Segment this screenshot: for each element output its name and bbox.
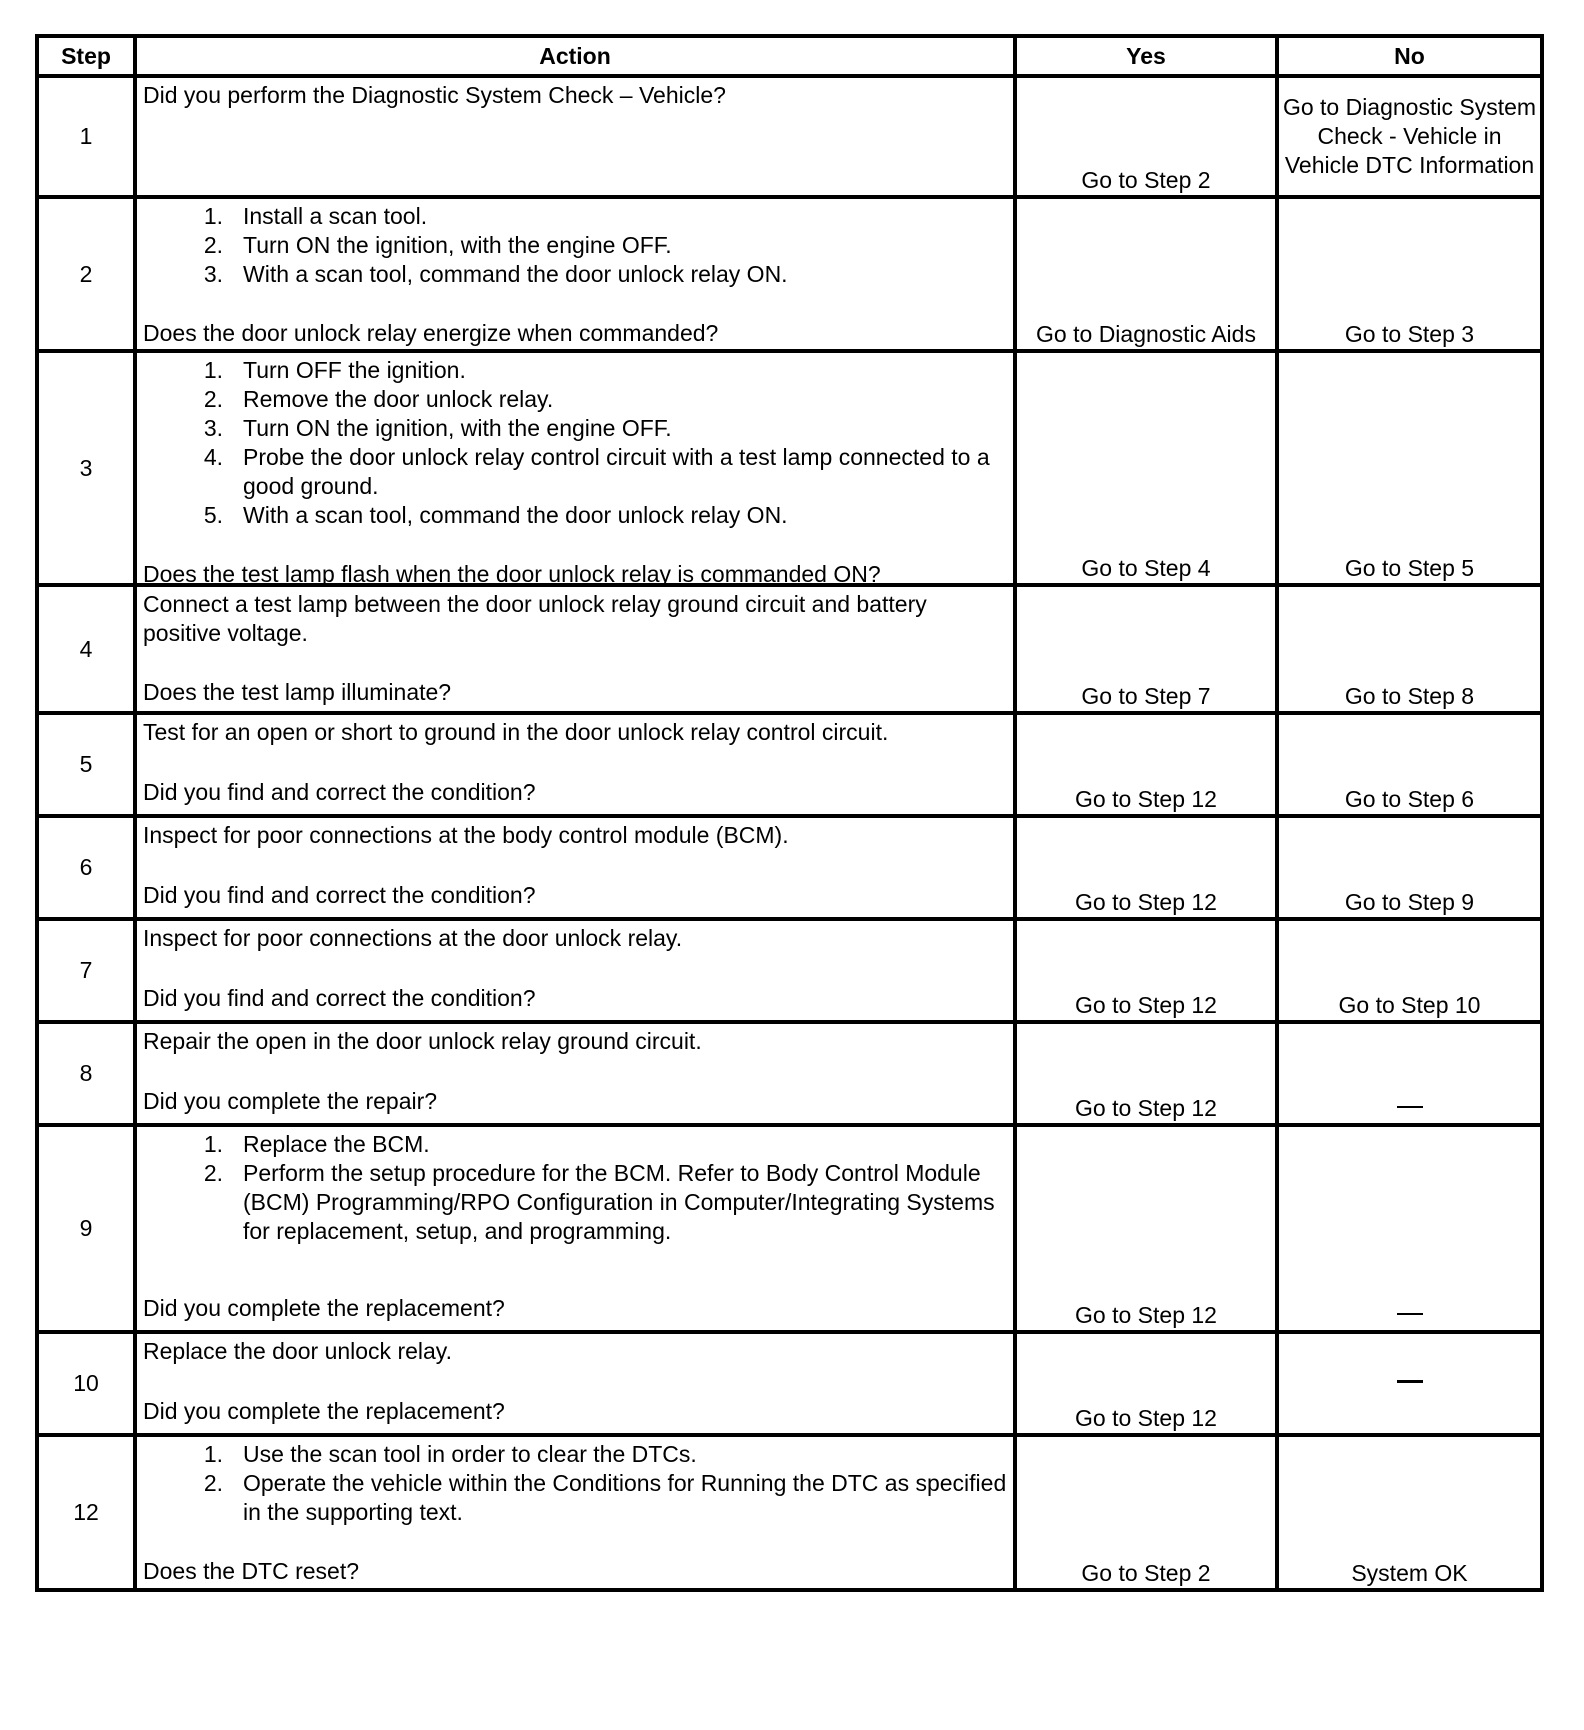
- action-step-item: [143, 260, 1007, 289]
- no-result-text: [1423, 1301, 1424, 1302]
- diagnostic-table: [35, 34, 1544, 1592]
- yes-result: Go to Step 12: [1015, 1125, 1277, 1332]
- table-row: [37, 1332, 1542, 1435]
- action-text: Inspect for poor connections at the door unlock relay.: [143, 925, 683, 951]
- action-step-number: 1.: [203, 203, 223, 229]
- action-step-text: Probe the door unlock relay control circuit with a test lamp connected to a good ground.: [243, 444, 990, 499]
- step-number: 2: [37, 197, 135, 351]
- step-number: 7: [37, 919, 135, 1022]
- no-result-text: [1423, 1369, 1424, 1370]
- action-question: Did you complete the repair?: [143, 1088, 438, 1114]
- action-text: Repair the open in the door unlock relay ground circuit.: [143, 1028, 702, 1054]
- table-body: [37, 76, 1542, 1590]
- action-step-text: Turn ON the ignition, with the engine OFF.: [243, 415, 672, 441]
- no-result: System OK: [1277, 1435, 1542, 1590]
- action-cell: [135, 713, 1015, 816]
- action-text: Connect a test lamp between the door unlock relay ground circuit and battery positive voltage.: [143, 591, 927, 646]
- action-step-text: With a scan tool, command the door unlock relay ON.: [243, 261, 788, 287]
- dash-mark: [1397, 1106, 1423, 1108]
- action-cell: [135, 816, 1015, 919]
- header-no: No: [1277, 36, 1542, 76]
- action-cell: [135, 1435, 1015, 1590]
- action-cell: [135, 585, 1015, 713]
- table-row: [37, 816, 1542, 919]
- step-number: 3: [37, 351, 135, 585]
- yes-result: Go to Step 4: [1015, 351, 1277, 585]
- dash-mark: [1397, 1380, 1423, 1383]
- action-cell: [135, 1332, 1015, 1435]
- step-number: 12: [37, 1435, 135, 1590]
- step-number: 6: [37, 816, 135, 919]
- step-number: 8: [37, 1022, 135, 1125]
- yes-result: Go to Step 2: [1015, 76, 1277, 197]
- table-row: [37, 76, 1542, 197]
- action-steps-list: [143, 1130, 1007, 1246]
- action-question: Does the test lamp flash when the door unlock relay is commanded ON?: [143, 561, 881, 587]
- action-cell: [135, 76, 1015, 197]
- step-number: 5: [37, 713, 135, 816]
- action-steps-list: [143, 1440, 1007, 1527]
- action-step-text: Replace the BCM.: [243, 1131, 430, 1157]
- action-step-number: 3.: [203, 415, 223, 441]
- action-text: Did you perform the Diagnostic System Check – Vehicle?: [143, 82, 726, 108]
- action-step-item: [143, 202, 1007, 231]
- action-step-number: 2.: [203, 232, 223, 258]
- action-step-item: [143, 414, 1007, 443]
- no-result: Go to Step 3: [1277, 197, 1542, 351]
- action-question: Does the door unlock relay energize when commanded?: [143, 320, 719, 346]
- action-step-number: 2.: [203, 1470, 223, 1496]
- header-row: [37, 36, 1542, 76]
- no-result: [1277, 1125, 1542, 1332]
- action-question: Did you find and correct the condition?: [143, 882, 536, 908]
- action-cell: [135, 351, 1015, 585]
- action-cell: [135, 1022, 1015, 1125]
- action-step-number: 1.: [203, 1131, 223, 1157]
- no-result: [1277, 1022, 1542, 1125]
- action-cell: [135, 1125, 1015, 1332]
- yes-result: Go to Diagnostic Aids: [1015, 197, 1277, 351]
- yes-result: Go to Step 2: [1015, 1435, 1277, 1590]
- action-step-text: Install a scan tool.: [243, 203, 428, 229]
- action-question: Does the DTC reset?: [143, 1558, 360, 1584]
- no-result: [1277, 1332, 1542, 1435]
- table-row: [37, 1022, 1542, 1125]
- no-result: Go to Step 5: [1277, 351, 1542, 585]
- yes-result: Go to Step 12: [1015, 816, 1277, 919]
- action-steps-list: [143, 356, 1007, 530]
- action-step-item: [143, 231, 1007, 260]
- header-step: Step: [37, 36, 135, 76]
- action-step-text: Turn OFF the ignition.: [243, 357, 466, 383]
- yes-result: Go to Step 12: [1015, 1332, 1277, 1435]
- action-step-item: [143, 443, 1007, 501]
- action-step-item: [143, 356, 1007, 385]
- action-step-item: [143, 1440, 1007, 1469]
- header-action: Action: [135, 36, 1015, 76]
- yes-result: Go to Step 12: [1015, 1022, 1277, 1125]
- action-cell: [135, 919, 1015, 1022]
- action-step-text: With a scan tool, command the door unlock relay ON.: [243, 502, 788, 528]
- action-question: Did you complete the replacement?: [143, 1398, 505, 1424]
- action-step-text: Remove the door unlock relay.: [243, 386, 554, 412]
- table-row: [37, 197, 1542, 351]
- action-step-number: 3.: [203, 261, 223, 287]
- action-step-item: [143, 1159, 1007, 1246]
- yes-result: Go to Step 7: [1015, 585, 1277, 713]
- action-step-item: [143, 1469, 1007, 1527]
- header-yes: Yes: [1015, 36, 1277, 76]
- table-row: [37, 585, 1542, 713]
- action-step-item: [143, 1130, 1007, 1159]
- no-result: Go to Diagnostic System Check - Vehicle in Vehicle DTC Information: [1277, 76, 1542, 197]
- no-result: Go to Step 10: [1277, 919, 1542, 1022]
- action-step-text: Turn ON the ignition, with the engine OFF.: [243, 232, 672, 258]
- table-row: [37, 713, 1542, 816]
- action-text: Inspect for poor connections at the body control module (BCM).: [143, 822, 789, 848]
- action-step-text: Use the scan tool in order to clear the DTCs.: [243, 1441, 697, 1467]
- yes-result: Go to Step 12: [1015, 713, 1277, 816]
- no-result: Go to Step 8: [1277, 585, 1542, 713]
- table-row: [37, 351, 1542, 585]
- action-question: Did you complete the replacement?: [143, 1295, 505, 1321]
- no-result-text: [1423, 1094, 1424, 1095]
- step-number: 4: [37, 585, 135, 713]
- no-result: Go to Step 9: [1277, 816, 1542, 919]
- action-cell: [135, 197, 1015, 351]
- step-number: 9: [37, 1125, 135, 1332]
- dash-mark: [1397, 1313, 1423, 1315]
- yes-result: Go to Step 12: [1015, 919, 1277, 1022]
- action-step-number: 2.: [203, 386, 223, 412]
- step-number: 1: [37, 76, 135, 197]
- action-step-number: 5.: [203, 502, 223, 528]
- step-number: 10: [37, 1332, 135, 1435]
- action-question: Did you find and correct the condition?: [143, 985, 536, 1011]
- table-row: [37, 1125, 1542, 1332]
- action-step-number: 1.: [203, 357, 223, 383]
- action-question: Does the test lamp illuminate?: [143, 679, 452, 705]
- action-step-item: [143, 385, 1007, 414]
- action-step-text: Perform the setup procedure for the BCM. Refer to Body Control Module (BCM) Programming/RPO Configuration in Computer/Integrating Systems for replacement, setup, and programming.: [243, 1160, 995, 1244]
- action-text: Replace the door unlock relay.: [143, 1338, 452, 1364]
- action-step-number: 1.: [203, 1441, 223, 1467]
- action-step-number: 2.: [203, 1160, 223, 1186]
- action-steps-list: [143, 202, 1007, 289]
- action-step-number: 4.: [203, 444, 223, 470]
- table-row: [37, 1435, 1542, 1590]
- table-row: [37, 919, 1542, 1022]
- action-step-item: [143, 501, 1007, 530]
- action-step-text: Operate the vehicle within the Conditions for Running the DTC as specified in the supporting text.: [243, 1470, 1007, 1525]
- action-text: Test for an open or short to ground in the door unlock relay control circuit.: [143, 719, 889, 745]
- action-question: Did you find and correct the condition?: [143, 779, 536, 805]
- no-result: Go to Step 6: [1277, 713, 1542, 816]
